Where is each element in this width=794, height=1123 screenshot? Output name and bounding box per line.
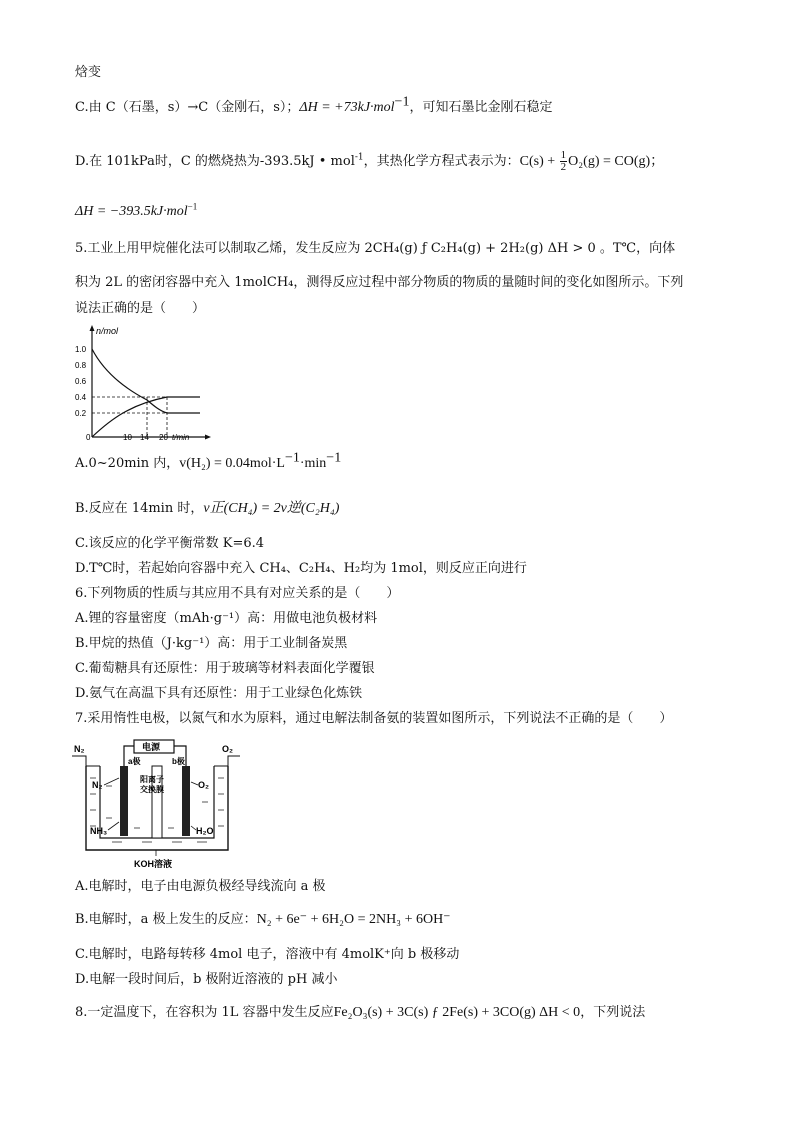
q7-stem: 7.采用惰性电极，以氮气和水为原料，通过电解法制备氨的装置如图所示，下列说法不正确的是（ ） [75, 711, 673, 726]
y-axis-arrow [90, 325, 95, 331]
o2-outlet-label: O₂ [222, 744, 233, 754]
curve-decreasing [92, 349, 200, 413]
q4-option-d-enthalpy [75, 203, 197, 221]
q5-option-b-prefix: B.反应在 14min 时， [75, 501, 204, 516]
koh-solution-label: KOH溶液 [134, 859, 172, 869]
q5-option-a-prefix: A.0~20min 内， [75, 456, 180, 471]
q5-option-b-eq: v正(CH₄) = 2v逆(C₂H₄) [203, 501, 340, 516]
right-o2-pointer [191, 782, 198, 785]
q4-option-d-prefix: D.在 101kPa时，C 的燃烧热为-393.5kJ • mol [75, 154, 355, 169]
page-fragment-text: 焓变 [75, 65, 102, 80]
q8-stem [75, 1004, 645, 1022]
q7-option-c: C.电解时，电路每转移 4mol 电子，溶液中有 4molK⁺向 b 极移动 [75, 947, 460, 962]
fraction-numerator: 1 [560, 149, 567, 161]
q6-stem: 6.下列物质的性质与其应用不具有对应关系的是（ ） [75, 586, 400, 601]
q8-stem-prefix: 8.一定温度下，在容积为 1L 容器中发生反应 [75, 1005, 334, 1020]
q7-option-d: D.电解一段时间后，b 极附近溶液的 pH 减小 [75, 972, 338, 987]
q8-stem-equation: Fe₂O₃(s) + 3C(s) ƒ 2Fe(s) + 3CO(g) ΔH < 0 [333, 1005, 581, 1020]
y-tick-label: 1.0 [75, 345, 87, 354]
q4-option-c-exp: −1 [394, 94, 410, 110]
q5-stem-line-3: 说法正确的是（ ） [75, 301, 206, 316]
q4-option-d [75, 150, 664, 173]
x-tick-label: 14 [140, 433, 149, 442]
q4-option-d-eq-left: C(s) + [519, 154, 559, 169]
q5-option-d: D.T℃时，若起始向容器中充入 CH₄、C₂H₄、H₂均为 1mol，则反应正向进行 [75, 561, 527, 576]
q4-option-d-dh-exp: −1 [187, 201, 198, 212]
x-axis-arrow [205, 435, 211, 440]
q6-option-d: D.氨气在高温下具有还原性：用于工业绿色化炼铁 [75, 686, 363, 701]
y-tick-label: 0.8 [75, 361, 87, 370]
q4-option-c-suffix: ，可知石墨比金刚石稳定 [409, 100, 553, 115]
y-tick-label: 0.2 [75, 409, 87, 418]
electrode-b-label: b极 [172, 757, 185, 766]
left-n2-label: N₂ [92, 780, 103, 790]
q5-option-a [75, 450, 342, 473]
electrode-b [182, 766, 190, 836]
membrane-label-line2: 交换膜 [140, 785, 164, 794]
q6-option-c: C.葡萄糖具有还原性：用于玻璃等材料表面化学覆银 [75, 661, 375, 676]
curve-increasing [92, 397, 200, 437]
x-tick-label: 20 [159, 433, 168, 442]
q4-option-c-dh: ΔH = +73kJ·mol [299, 100, 395, 115]
o2-outlet-tube [214, 756, 240, 766]
q5-option-a-exp-1: −1 [284, 450, 300, 466]
right-o2-label: O₂ [198, 780, 209, 790]
electrode-a-label: a极 [128, 757, 141, 766]
q6-option-a: A.锂的容量密度（mAh·g⁻¹）高：用做电池负极材料 [75, 611, 378, 626]
q4-option-c-prefix: C.由 C（石墨，s）→C（金刚石，s）； [75, 100, 300, 115]
q4-option-d-dh: ΔH = −393.5kJ·mol [75, 204, 188, 219]
left-nh3-pointer [108, 822, 119, 830]
q6-option-b: B.甲烷的热值（J·kg⁻¹）高：用于工业制备炭黑 [75, 636, 348, 651]
q7-option-b-prefix: B.电解时，a 极上发生的反应： [75, 912, 257, 927]
y-tick-label: 0.6 [75, 377, 87, 386]
membrane-label-line1: 阳离子 [140, 775, 164, 784]
q5-option-a-eq: v(H₂) = 0.04mol·L [179, 456, 285, 471]
q4-option-d-eq-right: O₂(g) = CO(g)； [568, 154, 665, 169]
n2-inlet-label: N₂ [74, 744, 85, 754]
q5-option-a-mid: ·min [299, 456, 327, 471]
x-axis-label: t/min [172, 433, 190, 442]
q4-option-c [75, 94, 553, 117]
x-tick-label: 0 [86, 433, 91, 442]
q5-stem-line-1 [75, 240, 675, 258]
q5-amount-time-graph [72, 322, 212, 444]
fraction-denominator: 2 [560, 161, 567, 173]
q5-stem-b: T℃，向体 [612, 241, 676, 256]
power-supply-label: 电源 [142, 742, 161, 752]
q4-option-d-exp: -1 [354, 152, 364, 163]
n2-inlet-tube [72, 756, 100, 766]
left-n2-pointer [104, 778, 119, 785]
q4-option-d-mid: ，其热化学方程式表示为： [363, 154, 520, 169]
x-tick-label: 10 [123, 433, 132, 442]
q5-option-c: C.该反应的化学平衡常数 K=6.4 [75, 536, 265, 551]
q7-option-a: A.电解时，电子由电源负极经导线流向 a 极 [75, 879, 326, 894]
q5-option-b [75, 500, 339, 518]
electrode-a [120, 766, 128, 836]
left-nh3-label: NH₃ [90, 826, 108, 836]
q5-stem-a: 5.工业上用甲烷催化法可以制取乙烯，发生反应为 2CH₄(g) ƒ C₂H₄(g) + 2H₂(g) ΔH > 0 。 [75, 241, 613, 256]
q4-option-d-fraction [560, 150, 568, 173]
y-axis-label: n/mol [96, 326, 119, 336]
q7-electrolysis-diagram [72, 738, 242, 870]
q7-option-b [75, 911, 451, 929]
q7-option-b-equation: N₂ + 6e⁻ + 6H₂O = 2NH₃ + 6OH⁻ [256, 912, 451, 927]
right-h2o-label: H₂O [196, 826, 214, 836]
y-tick-label: 0.4 [75, 393, 87, 402]
q8-stem-suffix: ，下列说法 [580, 1005, 646, 1020]
q5-stem-line-2: 积为 2L 的密闭容器中充入 1molCH₄，测得反应过程中部分物质的物质的量随时间的变化如图所示。下列 [75, 275, 684, 290]
q5-option-a-exp-2: −1 [326, 450, 342, 466]
